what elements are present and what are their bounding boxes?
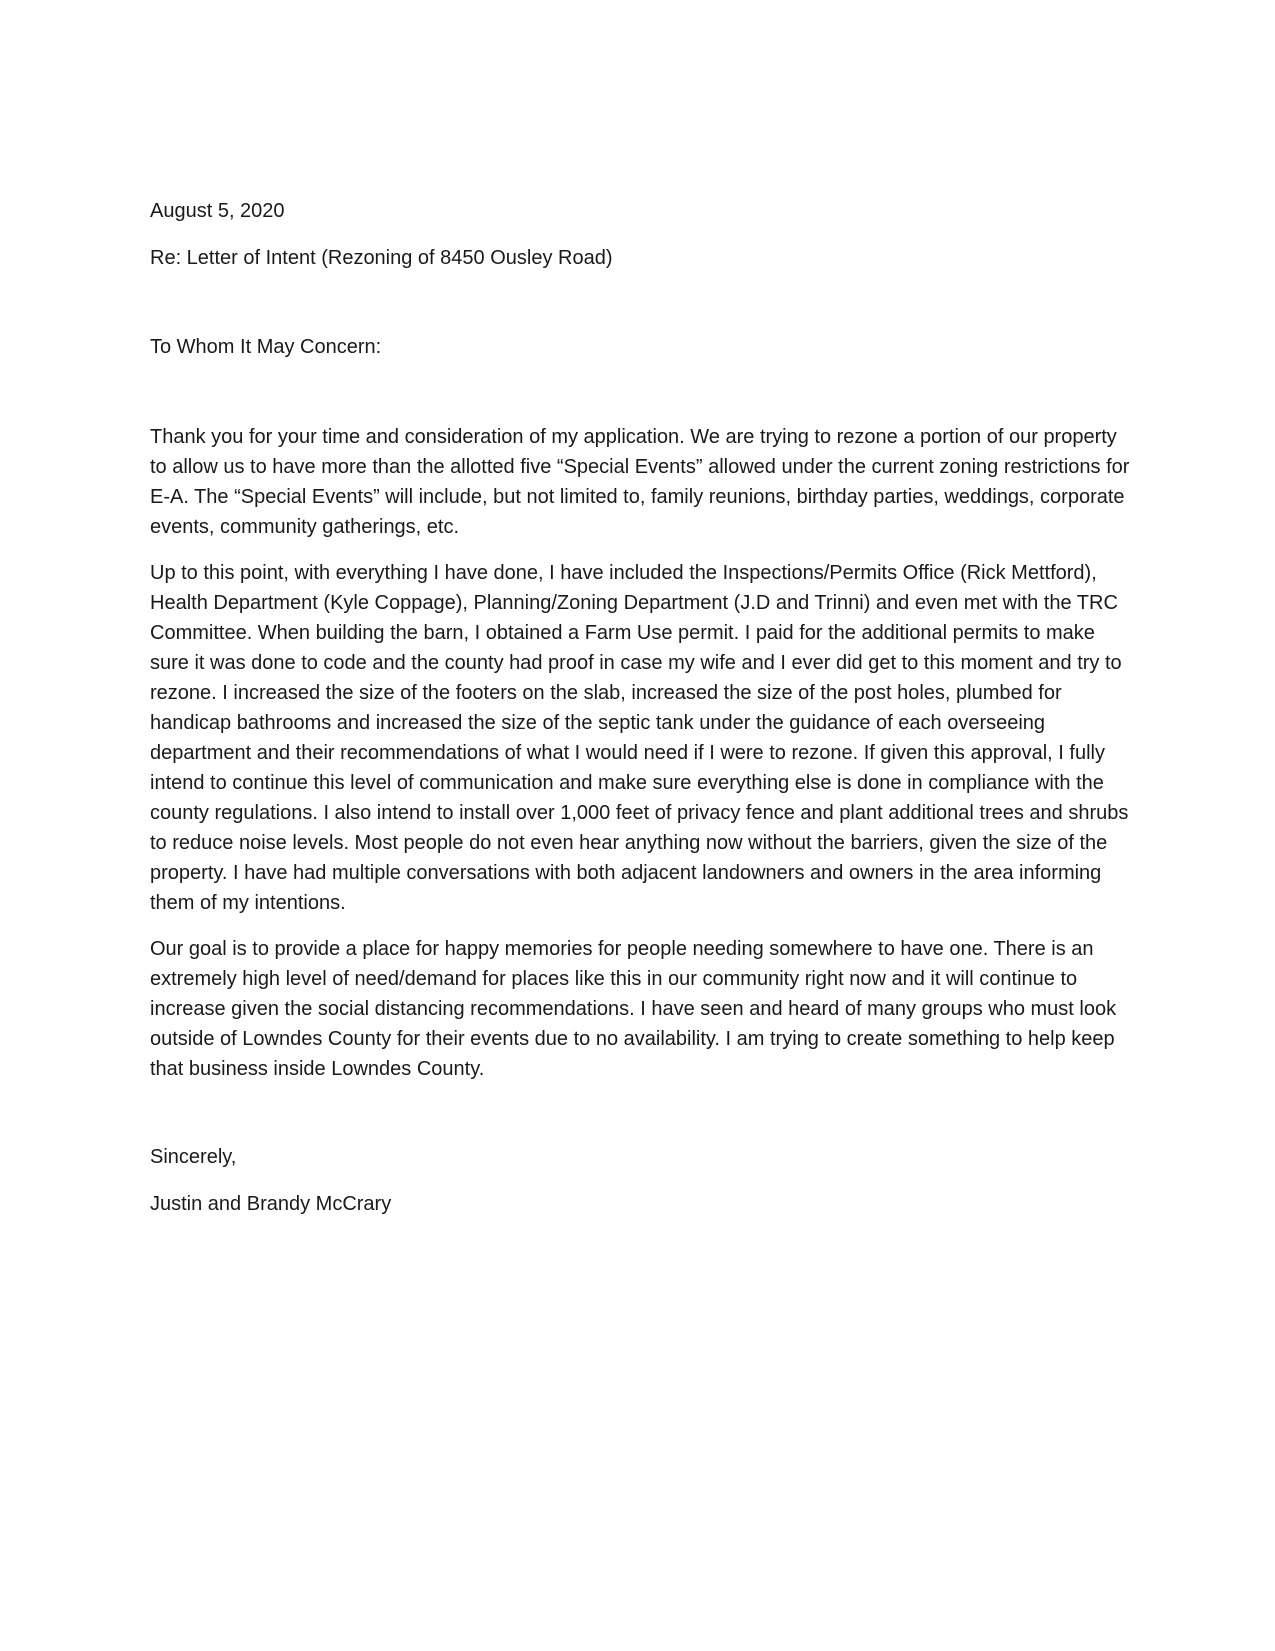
letter-subject: Re: Letter of Intent (Rezoning of 8450 Ousley Road) [150, 247, 613, 269]
paragraph-intro: Thank you for your time and consideration of my application. We are trying to rezone a portion of our property to allow us to have more than the allotted five “Special Events” allowed under the current zoning restrictions for E-A. The “Special Events” will include, but not limited to, family reunions, birthday parties, weddings, corporate events, community gatherings, etc. [150, 426, 1130, 538]
letter-signature: Justin and Brandy McCrary [150, 1193, 392, 1215]
letter-date: August 5, 2020 [150, 200, 285, 222]
letter-closing: Sincerely, [150, 1146, 237, 1168]
paragraph-background: Up to this point, with everything I have done, I have included the Inspections/Permits Office (Rick Mettford), Health Department (Kyle Coppage), Planning/Zoning Department (J.D and Trinni) and even met with the TRC Committee. When building the barn, I obtained a Farm Use permit. I paid for the additional permits to make sure it was done to code and the county had proof in case my wife and I ever did get to this moment and try to rezone. I increased the size of the footers on the slab, increased the size of the post holes, plumbed for handicap bathrooms and increased the size of the septic tank under the guidance of each overseeing department and their recommendations of what I would need if I were to rezone. If given this approval, I fully intend to continue this level of communication and make sure everything else is done in compliance with the county regulations. I also intend to install over 1,000 feet of privacy fence and plant additional trees and shrubs to reduce noise levels. Most people do not even hear anything now without the barriers, given the size of the property. I have had multiple conversations with both adjacent landowners and owners in the area informing them of my intentions. [150, 562, 1129, 914]
paragraph-goal: Our goal is to provide a place for happy memories for people needing somewhere to have one. There is an extremely high level of need/demand for places like this in our community right now and it will continue to increase given the social distancing recommendations. I have seen and heard of many groups who must look outside of Lowndes County for their events due to no availability. I am trying to create something to help keep that business inside Lowndes County. [150, 938, 1117, 1080]
letter-salutation: To Whom It May Concern: [150, 336, 382, 358]
letter-body [150, 196, 1135, 1219]
